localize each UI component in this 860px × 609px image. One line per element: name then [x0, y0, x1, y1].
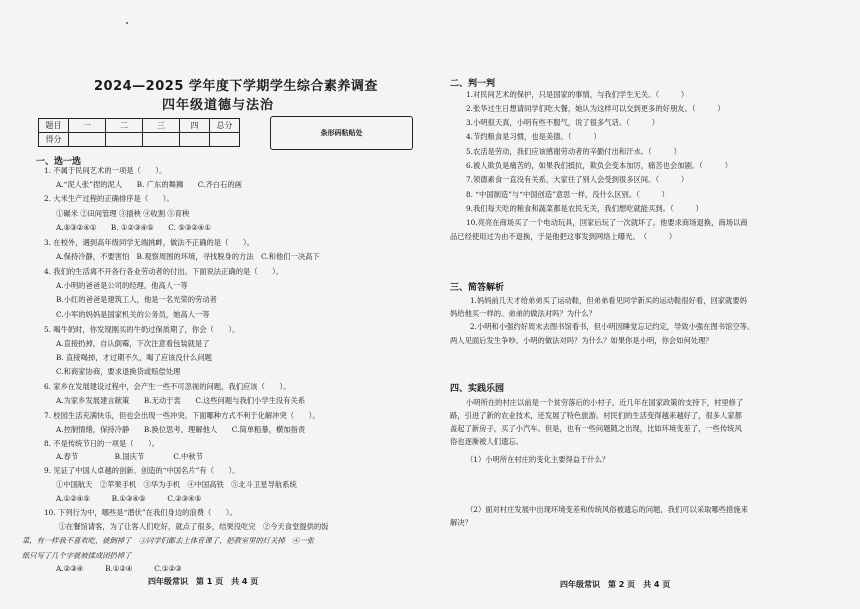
section2-title: 二、判一判	[450, 79, 496, 89]
section1-line: A.春节 B.国庆节 C.中秋节	[56, 452, 203, 461]
section3-title: 三、简答解析	[450, 283, 505, 293]
section1-line: A.“泥人张”捏的泥人 B. 广东的舞狮 C.齐白石的画	[56, 180, 242, 189]
section4-passage-line1: 小明所在的村庄以前是一个贫穷落后的小村子，近几年在国家政策的支持下，村里修了	[466, 398, 744, 407]
section4-passage-line2: 路，引进了新的农业技术，还发展了特色旅游。村民们的生活变得越来越好了，很多人家都	[450, 411, 742, 420]
score-cell: 一	[69, 119, 106, 133]
section1-line: ①在餐馆请客，为了让客人们吃好，就点了很多，结果没吃完 ②今天食堂提供的饭	[44, 522, 329, 531]
section1-line: A.⑤③②④① B. ①②③④⑤ C. ⑤③②④①	[56, 223, 211, 232]
section4-passage-line3: 盖起了新房子，买了小汽车。但是，也有一些问题随之出现，比如环境变差了，一些传统风	[450, 424, 742, 433]
section3-q1-line1: 1.妈妈前几天才给弟弟买了运动鞋，但弟弟看见同学新买的运动鞋很好看，回家就要妈	[470, 296, 747, 305]
section1-line: 2. 大米生产过程的正确排序是（ ）。	[44, 194, 174, 203]
score-cell: 二	[106, 119, 143, 133]
section1-line: 1. 不属于民间艺术的一项是（ ）。	[44, 166, 167, 175]
section1-line: A.控制情绪，保持冷静 B.换位思考，理解他人 C.简单粗暴，横加指责	[56, 425, 306, 434]
section1-line: C.和商家协商，要求退换货或赔偿处理	[56, 367, 181, 376]
score-cell: 得分	[39, 133, 69, 147]
section1-line: 3. 在校外，遇到高年级同学无端挑衅，做法不正确的是（ ）。	[44, 238, 254, 247]
section4-q2-line1: （2）面对村庄发展中出现环境变差和传统风俗被遗忘的问题，我们可以采取哪些措施来	[466, 505, 748, 514]
score-cell: 总分	[210, 119, 240, 133]
section2-line: 2.张华过生日想请同学们吃大餐，她认为这样可以交到更多的好朋友。（ ）	[466, 104, 725, 113]
section1-title: 一、选一选	[36, 157, 82, 167]
score-table-header-row	[39, 119, 240, 133]
score-cell	[210, 133, 240, 147]
section1-line: B. 直接喝掉，才过期不久，喝了应该没什么问题	[56, 353, 212, 362]
section2-line: 6.被人欺负是痛苦的，如果我们抵抗，欺负会变本加厉，痛苦也会加剧。（ ）	[466, 161, 732, 170]
section2-line: 5.农活是劳动，我们应该感谢劳动者的辛勤付出和汗水。（ ）	[466, 147, 681, 156]
score-cell: 题目	[39, 119, 69, 133]
section4-title: 四、实践乐园	[450, 384, 505, 394]
section4-passage-line4: 俗也逐渐被人们遗忘。	[450, 437, 523, 446]
score-cell	[180, 133, 210, 147]
footer-right: 四年级常识 第 2 页 共 4 页	[560, 580, 671, 589]
section1-line: A.为家乡发展建言献策 B.无动于衷 C.这些问题与我们小学生没有关系	[56, 396, 306, 405]
section3-q1-line2: 妈给他买一样的。弟弟的做法对吗？为什么？	[450, 309, 596, 318]
score-table	[38, 118, 240, 147]
section1-line: 5. 喝牛奶时，你发现刚买的牛奶过保质期了，你会（ ）。	[44, 325, 240, 334]
section2-line: 4.节约粮食是习惯，也是美德。（ ）	[466, 132, 601, 141]
exam-subtitle: 四年级道德与法治	[162, 98, 275, 113]
section2-line: 8. “中国制造”与“中国创造”意思一样，没什么区别。（ ）	[466, 190, 669, 199]
section1-line: A.①②④⑤ B.①③④⑤ C.②③④⑤	[56, 494, 202, 503]
section1-line: 7. 校园生活充满快乐，但也会出现一些冲突。下面哪种方式不利于化解冲突（ ）。	[44, 411, 320, 420]
score-cell	[69, 133, 106, 147]
section1-line: ①中国航天 ②苹果手机 ③华为手机 ④中国高铁 ⑤北斗卫星导航系统	[56, 480, 297, 489]
section4-q1: （1）小明所在村庄的变化主要得益于什么？	[466, 455, 610, 464]
section1-line: 纸只写了几个字就被揉成团扔掉了	[22, 551, 132, 560]
section1-line: 6. 家乡在发展建设过程中，会产生一些不可忽视的问题，我们应该（ ）。	[44, 382, 291, 391]
section1-line: B.小红的爸爸是建筑工人，他是一名光荣的劳动者	[56, 295, 217, 304]
footer-left: 四年级常识 第 1 页 共 4 页	[148, 577, 259, 586]
score-cell	[106, 133, 143, 147]
section1-line: A.保持冷静，不要害怕 B.观察周围的环境，寻找脱身的方法 C.和他们一决高下	[56, 252, 320, 261]
section1-line: A.②③④ B.①②④ C.①②③	[56, 564, 182, 573]
section2-line: 3.小明很天真，小明有些不服气，说了很多气话。（ ）	[466, 118, 660, 127]
section2-line: 7.领德素食一直没有关系，大家往了别人会受到很多区间。（ ）	[466, 175, 689, 184]
score-cell: 三	[143, 119, 180, 133]
section1-line: ①碾米 ②田间管理 ③插秧 ④收割 ⑤育秧	[56, 209, 190, 218]
exam-title: 2024—2025 学年度下学期学生综合素养调查	[94, 79, 378, 94]
section1-line: 4. 我们的生活离不开各行各业劳动者的付出。下面说法正确的是（ ）。	[44, 267, 284, 276]
page-right	[430, 0, 860, 609]
section2-line: 10.亮亮在商场买了一个电动玩具，回家后玩了一次就坏了。他要求商场退换，商场以商	[466, 218, 748, 227]
section2-line: 品已经使用过为由不退换，于是他把这事发到网络上曝光。 （ ）	[450, 232, 677, 241]
section4-q2-line2: 解决？	[450, 518, 472, 527]
section3-q2-line2: 两人见面后发生争吵。小明的做法对吗？为什么？如果你是小明，你会如何处理？	[450, 336, 713, 345]
section1-line: 菜，有一样我不喜欢吃，就倒掉了 ③同学们都去上体育课了，把教室里的灯关掉 ④一张	[22, 536, 314, 545]
section2-line: 1.对民间艺术的保护，只是国家的事情，与我们学生无关。（ ）	[466, 90, 689, 99]
section1-line: A.小明的爸爸是公司的经理，他高人一等	[56, 281, 188, 290]
section2-line: 9.我们每天吃的粮食和蔬菜都是农民无关，我们想吃就能买到。（ ）	[466, 204, 703, 213]
section3-q2-line1: 2.小明和小强约好周末去图书馆看书，但小明因睡觉忘记约定，导致小强在图书馆空等。	[470, 322, 755, 331]
score-cell: 四	[180, 119, 210, 133]
barcode-box: 条形码粘贴处	[270, 116, 413, 150]
section1-line: 10. 下列行为中，哪些是“潜伏”在我们身边的浪费（ ）。	[44, 508, 237, 517]
section1-line: C.小军的妈妈是国家机关的公务员，她高人一等	[56, 310, 210, 319]
section1-line: 8. 不是传统节日的一项是（ ）。	[44, 439, 160, 448]
speck	[126, 22, 128, 24]
section1-line: 9. 见证了中国人卓越的创新、创造的“中国名片”有（ ）。	[44, 466, 240, 475]
score-cell	[143, 133, 180, 147]
score-table-score-row	[39, 133, 240, 147]
section1-line: A.直接扔掉，自认倒霉，下次注意看包装就是了	[56, 339, 210, 348]
